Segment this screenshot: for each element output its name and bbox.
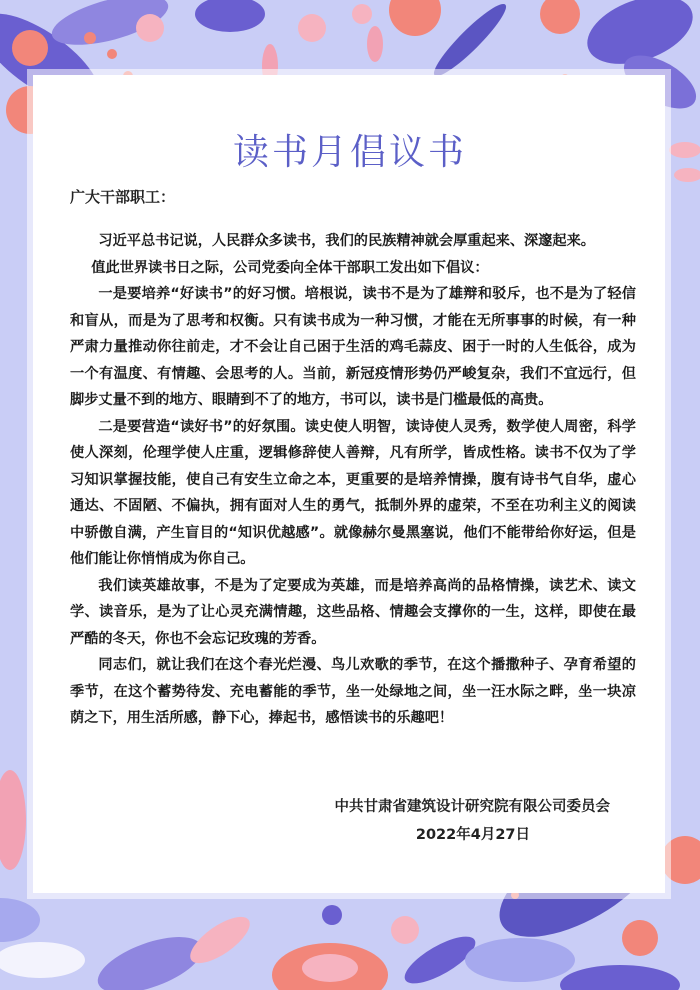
leaf-icon: [0, 942, 85, 978]
flower-icon: [661, 836, 700, 884]
salutation: 广大干部职工：: [70, 188, 176, 206]
flower-icon: [302, 954, 358, 982]
paragraph: 值此世界读书日之际，公司党委向全体干部职工发出如下倡议：: [91, 259, 489, 276]
paragraph: 二是要营造“读好书”的好氛围。读史使人明智，读诗使人灵秀，数学使人周密，科学使人深刻，伦理学使人庄重，逻辑修辞使人善辩，凡有所学，皆成性格。读书不仅为了学习知识掌握技能，使自己有安生立命之本，更重要的是培养情操，腹有诗书气自华，虚心通达、不固陋、不偏执，拥有面对人生的勇气，抵制外界的虚荣，不至在功利主义的阅读中骄傲自满，产生盲目的“知识优越感”。就像赫尔曼黑塞说，他们不能带给你好运，但是他们能让你悄悄成为你自己。: [70, 418, 636, 567]
leaf-icon: [367, 26, 383, 62]
leaf-icon: [0, 770, 26, 870]
flower-icon: [389, 0, 441, 36]
flower-icon: [12, 30, 48, 66]
leaf-icon: [465, 938, 575, 982]
paragraph: 习近平总书记说，人民群众多读书，我们的民族精神就会厚重起来、深邃起来。: [98, 233, 595, 249]
flower-icon: [391, 916, 419, 944]
leaf-icon: [195, 0, 265, 32]
letter-body: [70, 228, 636, 732]
signature-organization: 中共甘肃省建筑设计研究院有限公司委员会: [334, 799, 610, 815]
flower-icon: [352, 4, 372, 24]
paragraph: 同志们，就让我们在这个春光烂漫、鸟儿欢歌的季节，在这个播撒种子、孕育希望的季节，在这个蓄势待发、充电蓄能的季节，坐一处绿地之间，坐一汪水际之畔，坐一块凉荫之下，用生活所感，静下心，捧起书，感悟读书的乐趣吧！: [70, 657, 636, 726]
flower-icon: [136, 14, 164, 42]
flower-icon: [298, 14, 326, 42]
berry-icon: [84, 32, 96, 44]
leaf-icon: [560, 965, 680, 990]
paragraph: 一是要培养“好读书”的好习惯。培根说，读书不是为了雄辩和驳斥，也不是为了轻信和盲从，而是为了思考和权衡。只有读书成为一种习惯，才能在无所事事的时候，有一种严肃力量推动你往前走，才不会让自己困于生活的鸡毛蒜皮、困于一时的人生低谷，成为一个有温度、有情趣、会思考的人。当前，新冠疫情形势仍严峻复杂，我们不宜远行，但脚步丈量不到的地方、眼睛到不了的地方，书可以，读书是门槛最低的高贵。: [70, 286, 636, 408]
signature-date: 2022年4月27日: [415, 827, 530, 843]
paragraph: 我们读英雄故事，不是为了定要成为英雄，而是培养高尚的品格情操，读艺术、读文学、读音乐，是为了让心灵充满情趣，这些品格、情趣会支撑你的一生，这样，即使在最严酷的冬天，你也不会忘记玫瑰的芳香。: [70, 577, 636, 647]
flower-icon: [322, 905, 342, 925]
berry-icon: [107, 49, 117, 59]
leaf-icon: [0, 898, 40, 942]
flower-icon: [540, 0, 580, 34]
document-title: 读书月倡议书: [232, 132, 467, 174]
flower-icon: [622, 920, 658, 956]
